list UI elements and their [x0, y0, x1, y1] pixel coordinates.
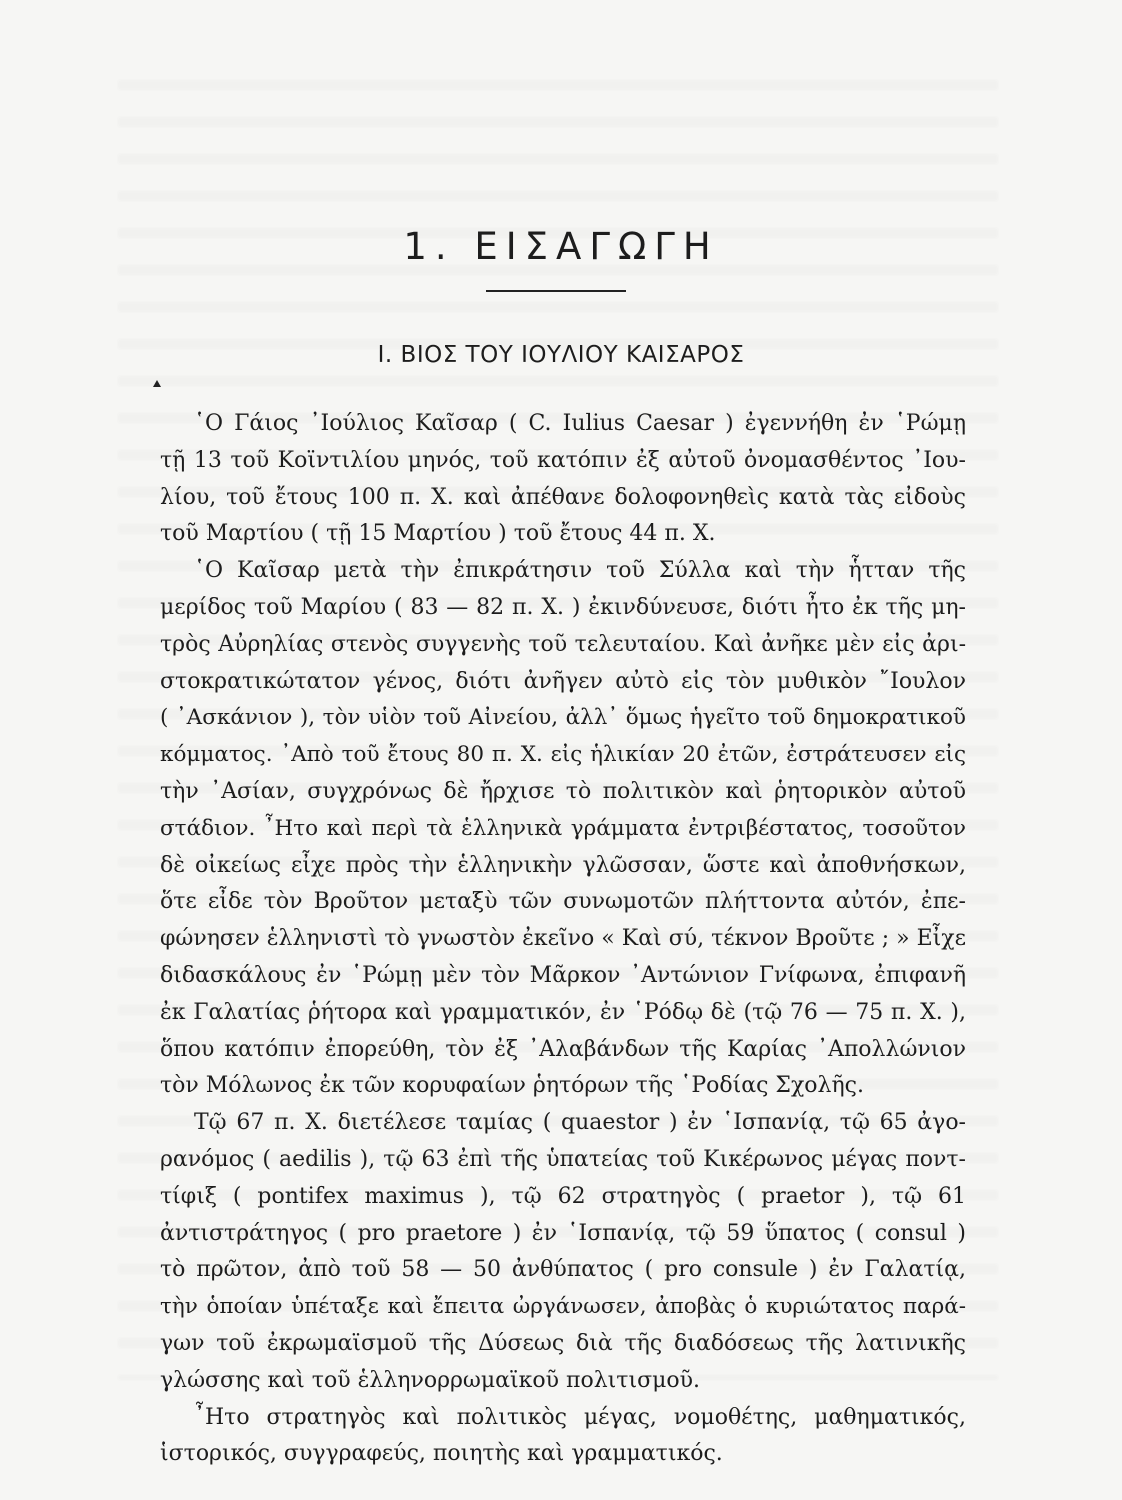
text-line: ὅτε εἶδε τὸν Βροῦτον μεταξὺ τῶν συνωμοτῶν πλήττοντα αὐτόν, ἐπε-	[160, 889, 966, 915]
text-line: μερίδος τοῦ Μαρίου ( 83 — 82 π. Χ. ) ἐκινδύνευσε, διότι ἦτο ἐκ τῆς μη-	[160, 594, 966, 620]
text-line: Τῷ 67 π. Χ. διετέλεσε ταμίας ( quaestor ) ἐν ῾Ισπανίᾳ, τῷ 65 ἀγο-	[194, 1110, 966, 1136]
text-line: τὸν Μόλωνος ἐκ τῶν κορυφαίων ῥητόρων τῆς ῾Ροδίας Σχολῆς.	[160, 1073, 864, 1099]
text-line: ὅπου κατόπιν ἐπορεύθη, τὸν ἐξ ᾿Αλαβάνδων τῆς Καρίας ᾿Απολλώνιον	[160, 1036, 966, 1062]
body-text	[160, 406, 966, 1473]
text-line: ἱστορικός, συγγραφεύς, ποιητὴς καὶ γραμματικός.	[160, 1441, 723, 1467]
text-line: ῏Ητο στρατηγὸς καὶ πολιτικὸς μέγας, νομοθέτης, μαθηματικός,	[194, 1404, 966, 1430]
text-line: τὸ πρῶτον, ἀπὸ τοῦ 58 — 50 ἀνθύπατος ( pro consule ) ἐν Γαλατίᾳ,	[160, 1257, 966, 1283]
chapter-title: 1. ΕΙΣΑΓΩΓΗ	[403, 225, 719, 268]
title-underline	[486, 290, 626, 292]
text-line: διδασκάλους ἐν ῾Ρώμῃ μὲν τὸν Μᾶρκον ᾿Αντώνιον Γνίφωνα, ἐπιφανῆ	[160, 962, 966, 988]
text-line: ῾Ο Γάιος ᾿Ιούλιος Καῖσαρ ( C. Iulius Caesar ) ἐγεννήθη ἐν ῾Ρώμῃ	[194, 411, 966, 436]
text-line: ἀντιστράτηγος ( pro praetore ) ἐν ῾Ισπανίᾳ, τῷ 59 ὕπατος ( consul )	[160, 1220, 966, 1246]
text-line: τρὸς Αὐρηλίας στενὸς συγγενὴς τοῦ τελευταίου. Καὶ ἀνῆκε μὲν εἰς ἀρι-	[160, 631, 966, 657]
text-line: λίου, τοῦ ἔτους 100 π. Χ. καὶ ἀπέθανε δολοφονηθεὶς κατὰ τὰς εἰδοὺς	[160, 484, 966, 510]
text-line: τοῦ Μαρτίου ( τῇ 15 Μαρτίου ) τοῦ ἔτους 44 π. Χ.	[160, 521, 716, 547]
print-speck	[153, 380, 161, 387]
section-title: Ι. ΒΙΟΣ ΤΟΥ ΙΟΥΛΙΟΥ ΚΑΙΣΑΡΟΣ	[377, 342, 745, 368]
paragraph	[160, 406, 966, 553]
text-line: φώνησεν ἑλληνιστὶ τὸ γνωστὸν ἐκεῖνο « Καὶ σύ, τέκνον Βροῦτε ; » Εἶχε	[160, 926, 966, 952]
text-line: δὲ οἰκείως εἶχε πρὸς τὴν ἑλληνικὴν γλῶσσαν, ὥστε καὶ ἀποθνήσκων,	[160, 852, 966, 878]
paragraph	[160, 1105, 966, 1399]
text-line: ρανόμος ( aedilis ), τῷ 63 ἐπὶ τῆς ὑπατείας τοῦ Κικέρωνος μέγας ποντ-	[160, 1146, 966, 1172]
text-line: ῾Ο Καῖσαρ μετὰ τὴν ἐπικράτησιν τοῦ Σύλλα καὶ τὴν ἧτταν τῆς	[194, 558, 966, 584]
paragraph	[160, 1400, 966, 1474]
text-line: τὴν ὁποίαν ὑπέταξε καὶ ἔπειτα ὠργάνωσεν, ἀποβὰς ὁ κυριώτατος παρά-	[160, 1294, 966, 1320]
text-line: στάδιον. ῏Ητο καὶ περὶ τὰ ἑλληνικὰ γράμματα ἐντριβέστατος, τοσοῦτον	[160, 815, 966, 841]
text-line: γλώσσης καὶ τοῦ ἑλληνορρωμαϊκοῦ πολιτισμοῦ.	[160, 1367, 701, 1393]
text-line: γων τοῦ ἐκρωμαϊσμοῦ τῆς Δύσεως διὰ τῆς διαδόσεως τῆς λατινικῆς	[160, 1330, 966, 1356]
text-line: τὴν ᾿Ασίαν, συγχρόνως δὲ ἤρχισε τὸ πολιτικὸν καὶ ῥητορικὸν αὐτοῦ	[160, 778, 966, 804]
text-line: τῇ 13 τοῦ Κοϊντιλίου μηνός, τοῦ κατόπιν ἐξ αὐτοῦ ὀνομασθέντος ᾿Ιου-	[160, 447, 966, 473]
text-line: τίφιξ ( pontifex maximus ), τῷ 62 στρατηγὸς ( praetor ), τῷ 61	[160, 1183, 966, 1209]
text-line: ἐκ Γαλατίας ῥήτορα καὶ γραμματικόν, ἐν ῾Ρόδῳ δὲ (τῷ 76 — 75 π. Χ. ),	[160, 999, 966, 1025]
text-line: στοκρατικώτατον γένος, διότι ἀνῆγεν αὐτὸ εἰς τὸν μυθικὸν ῎Ιουλον	[160, 668, 966, 694]
paragraph	[160, 553, 966, 1105]
text-line: ( ᾿Ασκάνιον ), τὸν υἱὸν τοῦ Αἰνείου, ἀλλ᾿ ὅμως ἡγεῖτο τοῦ δημοκρατικοῦ	[160, 705, 966, 731]
text-line: κόμματος. ᾿Απὸ τοῦ ἔτους 80 π. Χ. εἰς ἡλικίαν 20 ἐτῶν, ἐστράτευσεν εἰς	[160, 742, 966, 768]
